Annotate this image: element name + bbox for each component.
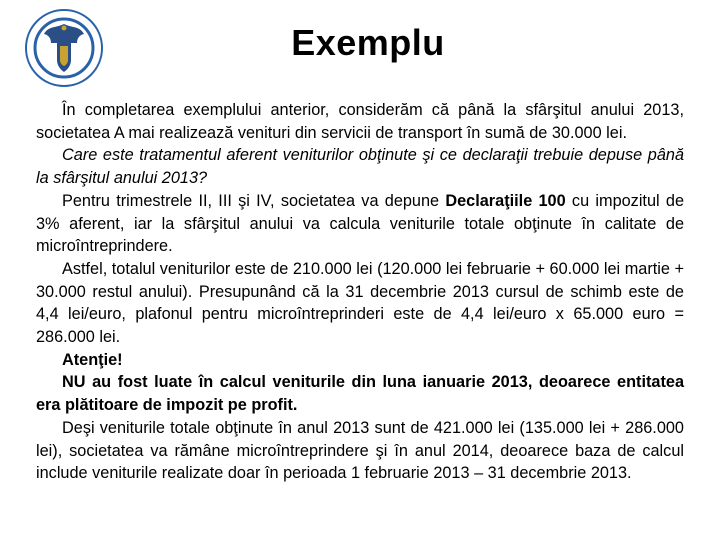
paragraph-text: cu impozitul de 3% aferent, iar la sfârşitul anului va calcula veniturile totale obţinute în calitate de microîntreprindere. [36,191,684,256]
warning-heading: Atenţie! [62,350,123,369]
paragraph-text: Pentru trimestrele II, III şi IV, societatea va depune [62,191,446,210]
declaration-highlight: Declaraţiile 100 [445,191,566,210]
document-body [36,99,684,485]
paragraph: Astfel, totalul veniturilor este de 210.000 lei (120.000 lei februarie + 60.000 lei martie + 30.000 restul anului). Presupunând că la 31 decembrie 2013 cursul de schimb este de 4,4 lei/euro, plafonul pentru microîntreprinderi este de 4,4 lei/euro x 65.000 euro = 286.000 lei. [36,259,684,347]
paragraph [36,190,684,258]
page-title: Exemplu [291,22,445,63]
question-paragraph: Care este tratamentul aferent veniturilor obţinute şi ce declaraţii trebuie depuse până la sfârşitul anului 2013? [36,146,684,188]
paragraph: În completarea exemplului anterior, considerăm că până la sfârşitul anului 2013, societatea A mai realizează venituri din servicii de transport în sumă de 30.000 lei. [36,101,684,142]
warning-text: NU au fost luate în calcul veniturile din luna ianuarie 2013, deoarece entitatea era plătitoare de impozit pe profit. [36,373,684,415]
paragraph: Deşi veniturile totale obţinute în anul 2013 sunt de 421.000 lei (135.000 lei + 286.000 lei), societatea va rămâne microîntreprindere şi în anul 2014, deoarece baza de calcul include veniturile realizate doar în perioada 1 februarie 2013 – 31 decembrie 2013. [36,418,684,483]
